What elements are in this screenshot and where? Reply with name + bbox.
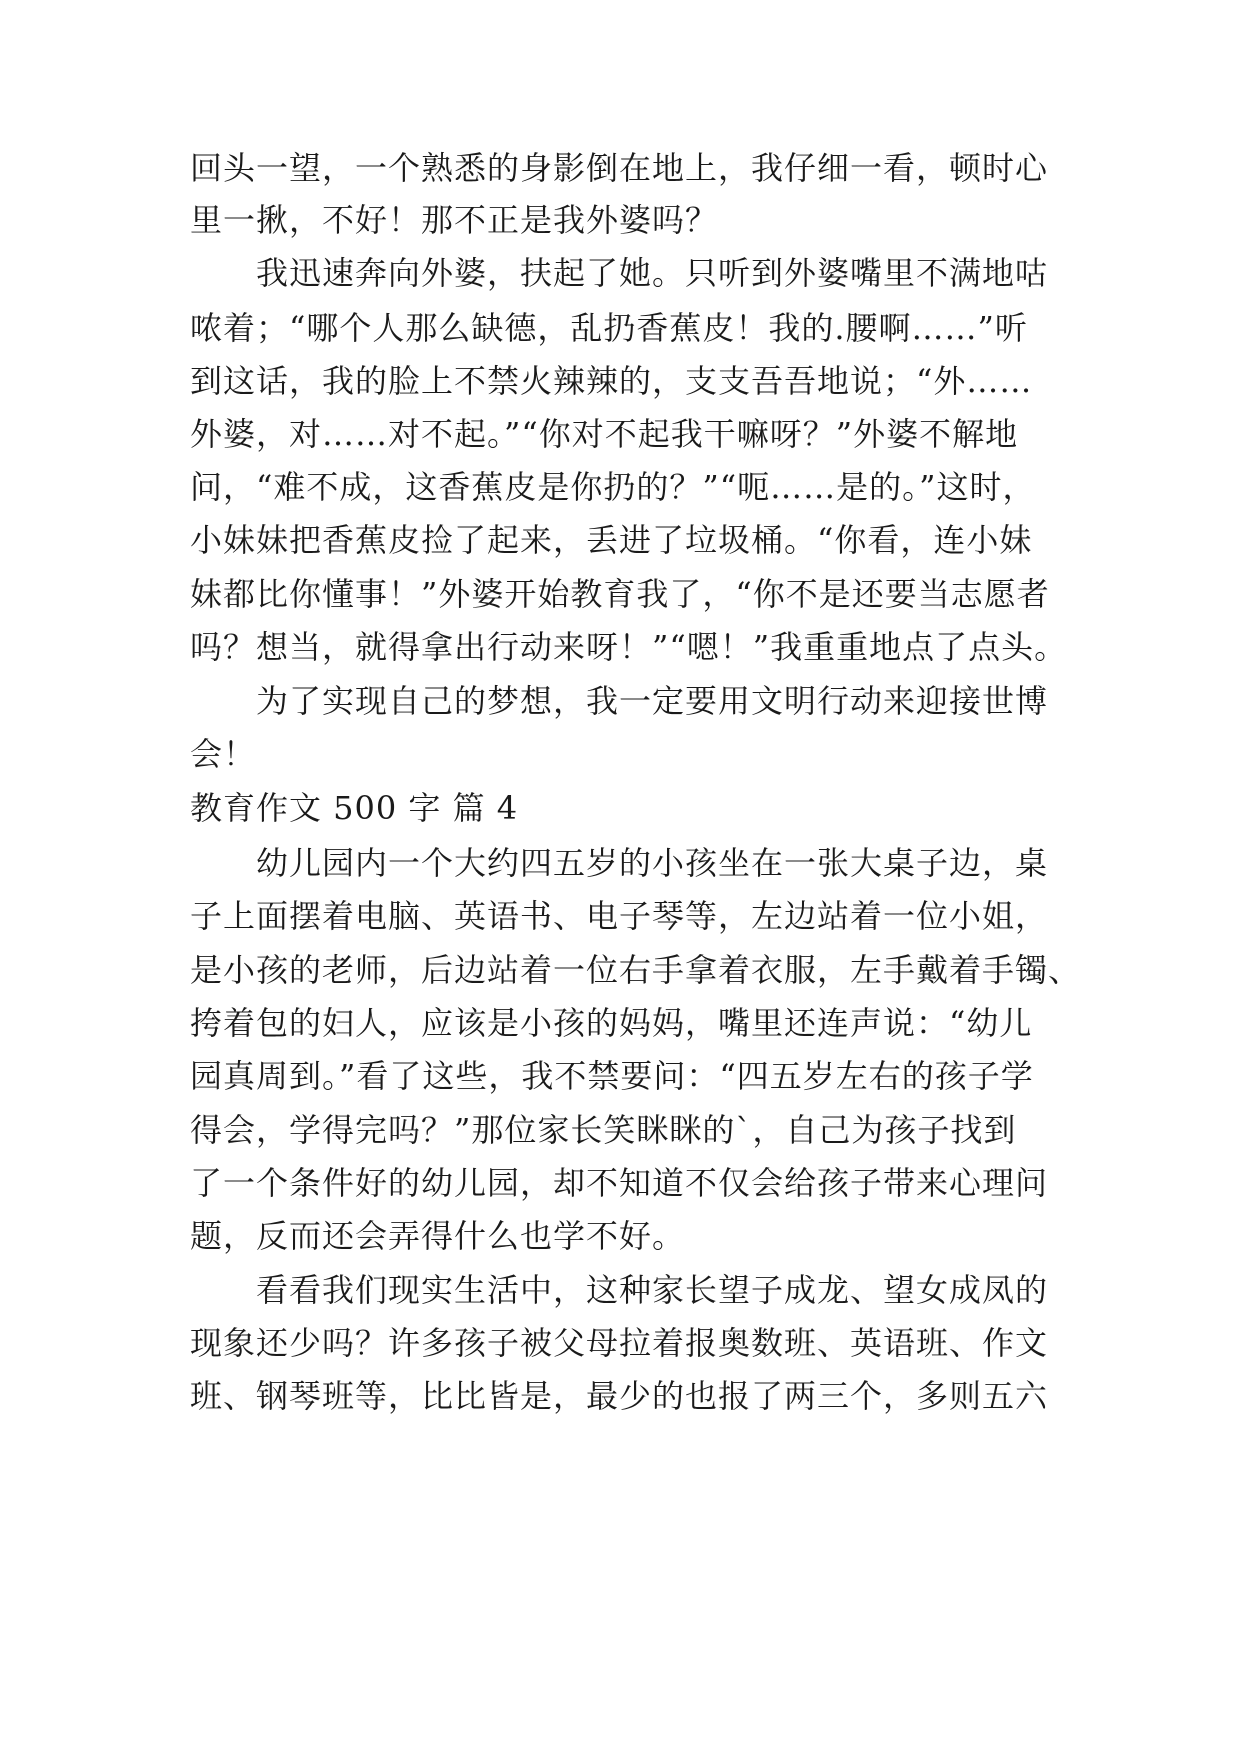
- text-line: 吗？想当，就得拿出行动来呀！”“嗯！”我重重地点了点头。: [190, 628, 1068, 666]
- text-line: 挎着包的妇人，应该是小孩的妈妈，嘴里还连声说：“幼儿: [190, 1004, 1033, 1042]
- text-line: 外婆，对……对不起。”“你对不起我干嘛呀？”外婆不解地: [190, 415, 1019, 453]
- text-line: 回头一望，一个熟悉的身影倒在地上，我仔细一看，顿时心: [190, 149, 1049, 187]
- text-line: 了一个条件好的幼儿园，却不知道不仅会给孩子带来心理问: [190, 1164, 1049, 1202]
- text-line: 得会，学得完吗？”那位家长笑眯眯的`，自己为孩子找到: [190, 1111, 1017, 1149]
- text-line: 会！: [190, 735, 257, 773]
- text-line: 看看我们现实生活中，这种家长望子成龙、望女成凤的: [256, 1271, 1049, 1309]
- text-line: 哝着；“哪个人那么缺德，乱扔香蕉皮！我的.腰啊……”听: [190, 309, 1028, 347]
- text-line: 里一揪，不好！那不正是我外婆吗？: [190, 201, 719, 239]
- text-line: 小妹妹把香蕉皮捡了起来，丢进了垃圾桶。“你看，连小妹: [190, 521, 1033, 559]
- text-line: 班、钢琴班等，比比皆是，最少的也报了两三个，多则五六: [190, 1377, 1049, 1415]
- text-line: 为了实现自己的梦想，我一定要用文明行动来迎接世博: [256, 682, 1049, 720]
- text-line: 现象还少吗？许多孩子被父母拉着报奥数班、英语班、作文: [190, 1324, 1049, 1362]
- text-line: 妹都比你懂事！”外婆开始教育我了，“你不是还要当志愿者: [190, 575, 1050, 613]
- text-line: 我迅速奔向外婆，扶起了她。只听到外婆嘴里不满地咕: [256, 254, 1049, 292]
- text-line: 子上面摆着电脑、英语书、电子琴等，左边站着一位小姐，: [190, 897, 1049, 935]
- text-line: 问，“难不成，这香蕉皮是你扔的？”“呃……是的。”这时，: [190, 468, 1036, 506]
- text-line: 到这话，我的脸上不禁火辣辣的，支支吾吾地说；“外……: [190, 362, 1033, 400]
- text-line: 是小孩的老师，后边站着一位右手拿着衣服，左手戴着手镯、: [190, 951, 1082, 989]
- section-heading: 教育作文 500 字 篇 4: [190, 789, 519, 827]
- text-line: 题，反而还会弄得什么也学不好。: [190, 1217, 686, 1255]
- text-line: 幼儿园内一个大约四五岁的小孩坐在一张大桌子边，桌: [256, 844, 1049, 882]
- text-line: 园真周到。”看了这些，我不禁要问：“四五岁左右的孩子学: [190, 1057, 1034, 1095]
